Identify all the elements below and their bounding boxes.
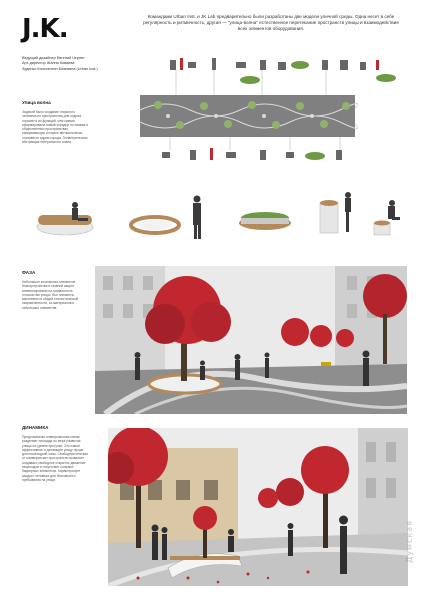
section-title-phase: ФАЗА <box>22 270 36 275</box>
credits <box>22 56 132 72</box>
credit-line: Ведущий дизайнер Евгений Чернет <box>22 56 85 60</box>
section-title-dynamics: ДИНАМИКА <box>22 425 49 430</box>
section-title-wave-street: Улица волна <box>22 100 51 105</box>
street-plan-diagram <box>140 50 410 170</box>
section-text-dynamics: Предложенная планировочная схема разделяет площадь по мере развития улицы на уровне прогулки. Это самое эффективное и делающее улицу лучше для пешеходной зоны. Свободная плоская от коммерческих пространств позволяет создавать свободное открытое движение пешеходов и отсутствие сложных барьерных элементов. Характеризует каждого человека для безопасного пребывания на улице. <box>22 435 88 482</box>
intro-text: Командами Urban Inst. и JK Lab предварительно были разработаны две модели уличной среды. Одна несет в себе регулярность и ритмичность, другая — "улица-волна" естественное перетекание пространств улицы и взаимодействие всех элементов оборудования. <box>143 14 399 31</box>
furniture-renders <box>20 185 404 250</box>
section-text-phase: Небольшое количество элементов благоустройства в главной акцент компенсировали на графичность плоскостью улицы. Все элементы выполнены в общей стилистической направленности, из материалов и небольших элементов. <box>22 280 79 310</box>
section-text-wave-street: Задачей было создание открытого человечного пространства для отдыха горожан и их функций, чем самым сформировали новый коридор по связям в общественных пространствах, раскрывающих которые автоматически становятся ядром города. Геометрическая абстракция генерального плана <box>22 110 88 145</box>
render-street-dynamics <box>108 428 408 586</box>
credit-line: Зуденко Константин Бланкина (Urban Inst.) <box>22 66 98 71</box>
render-street-wave <box>95 266 407 414</box>
credit-line: Арт-директор Жанна Коваева <box>22 61 75 66</box>
logo: J.K. <box>22 14 68 44</box>
watermark: Думская <box>405 520 414 563</box>
